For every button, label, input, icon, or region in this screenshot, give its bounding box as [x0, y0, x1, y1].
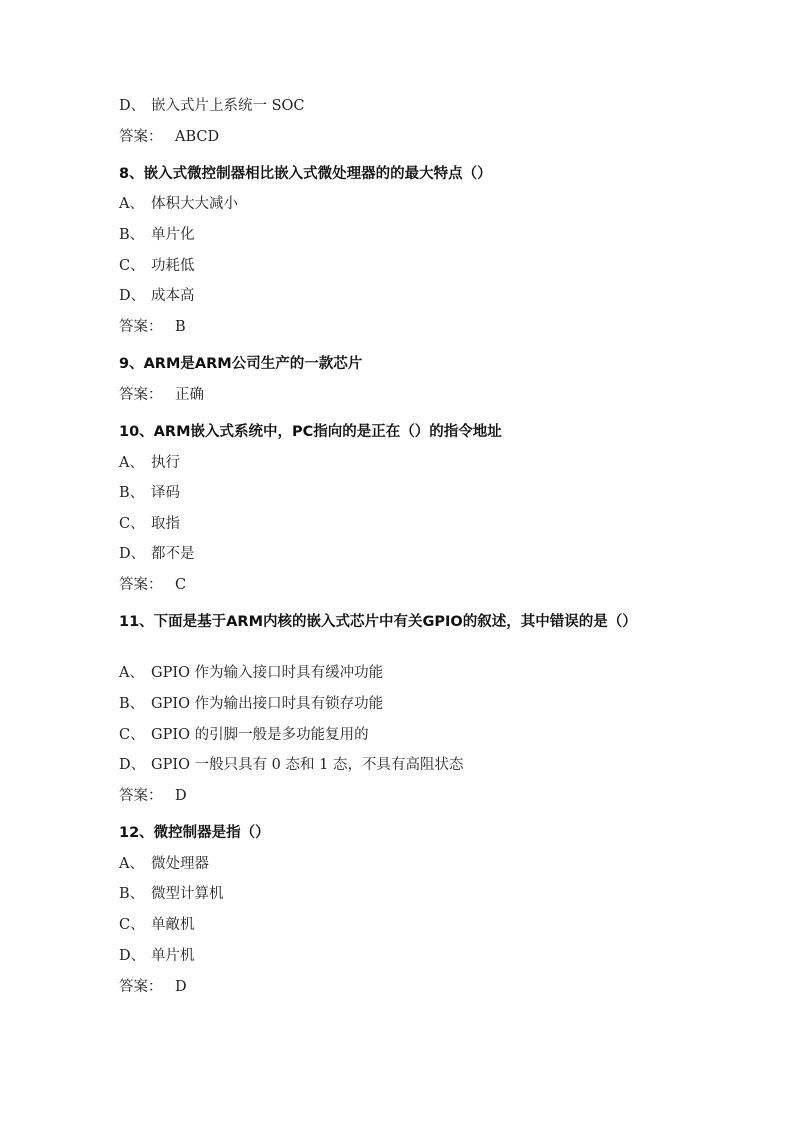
answer-label: 答案：: [119, 129, 163, 145]
answer-line: [119, 786, 187, 806]
option-line: [119, 694, 383, 714]
option-text: 单片机: [151, 948, 195, 964]
option-label: C、: [119, 258, 145, 274]
option-label: A、: [119, 196, 144, 212]
question-text: 9、ARM是ARM公司生产的一款芯片: [119, 356, 363, 372]
option-label: D、: [119, 98, 146, 114]
question-text: 12、微控制器是指（）: [119, 825, 270, 841]
option-line: [119, 663, 383, 683]
option-line: [119, 854, 209, 874]
option-line: [119, 514, 180, 534]
answer-value: 正确: [175, 387, 204, 403]
answer-line: [119, 385, 204, 405]
option-text: 微处理器: [151, 856, 209, 872]
option-line: [119, 256, 195, 276]
option-label: C、: [119, 727, 145, 743]
option-text: 单敵机: [151, 917, 195, 933]
option-text: 执行: [151, 455, 180, 471]
answer-value: B: [175, 319, 186, 335]
option-label: B、: [119, 227, 145, 243]
option-text: GPIO 一般只具有 0 态和 1 态，不具有高阻状态: [151, 757, 464, 773]
option-label: A、: [119, 665, 144, 681]
answer-label: 答案：: [119, 788, 163, 804]
option-label: A、: [119, 455, 144, 471]
option-line: [119, 725, 369, 745]
option-text: 成本高: [151, 288, 195, 304]
answer-label: 答案：: [119, 387, 163, 403]
question-text: 8、嵌入式微控制器相比嵌入式微处理器的的最大特点（）: [119, 166, 492, 182]
answer-value: ABCD: [175, 129, 220, 145]
option-line: [119, 286, 195, 306]
option-text: 微型计算机: [151, 886, 224, 902]
answer-label: 答案：: [119, 979, 163, 995]
answer-line: [119, 977, 187, 997]
answer-line: [119, 127, 219, 147]
option-text: GPIO 作为输出接口时具有锁存功能: [151, 696, 384, 712]
option-label: B、: [119, 485, 145, 501]
option-label: C、: [119, 516, 145, 532]
option-text: 体积大大减小: [151, 196, 238, 212]
option-text: 译码: [151, 485, 180, 501]
answer-line: [119, 575, 186, 595]
option-line: [119, 96, 305, 116]
answer-value: D: [175, 788, 187, 804]
option-text: 取指: [151, 516, 180, 532]
option-label: C、: [119, 917, 145, 933]
question-text: 11、下面是基于ARM内核的嵌入式芯片中有关GPIO的叙述，其中错误的是（）: [119, 614, 637, 630]
option-text: GPIO 作为输入接口时具有缓冲功能: [151, 665, 384, 681]
answer-value: C: [175, 577, 187, 593]
option-label: B、: [119, 696, 145, 712]
answer-label: 答案：: [119, 577, 163, 593]
option-line: [119, 194, 238, 214]
option-label: D、: [119, 757, 146, 773]
option-line: [119, 453, 180, 473]
option-label: D、: [119, 948, 146, 964]
option-text: 功耗低: [151, 258, 195, 274]
question-text: 10、ARM嵌入式系统中，PC指向的是正在（）的指令地址: [119, 424, 502, 440]
option-label: D、: [119, 288, 146, 304]
option-label: B、: [119, 886, 145, 902]
option-line: [119, 946, 195, 966]
option-label: D、: [119, 546, 146, 562]
option-line: [119, 915, 195, 935]
option-text: 嵌入式片上系统一 SOC: [151, 98, 305, 114]
option-text: 都不是: [151, 546, 195, 562]
answer-label: 答案：: [119, 319, 163, 335]
option-label: A、: [119, 856, 144, 872]
answer-value: D: [175, 979, 187, 995]
option-text: GPIO 的引脚一般是多功能复用的: [151, 727, 369, 743]
option-line: [119, 225, 195, 245]
answer-line: [119, 317, 186, 337]
option-line: [119, 884, 224, 904]
option-text: 单片化: [151, 227, 195, 243]
option-line: [119, 544, 195, 564]
option-line: [119, 755, 463, 775]
option-line: [119, 483, 180, 503]
